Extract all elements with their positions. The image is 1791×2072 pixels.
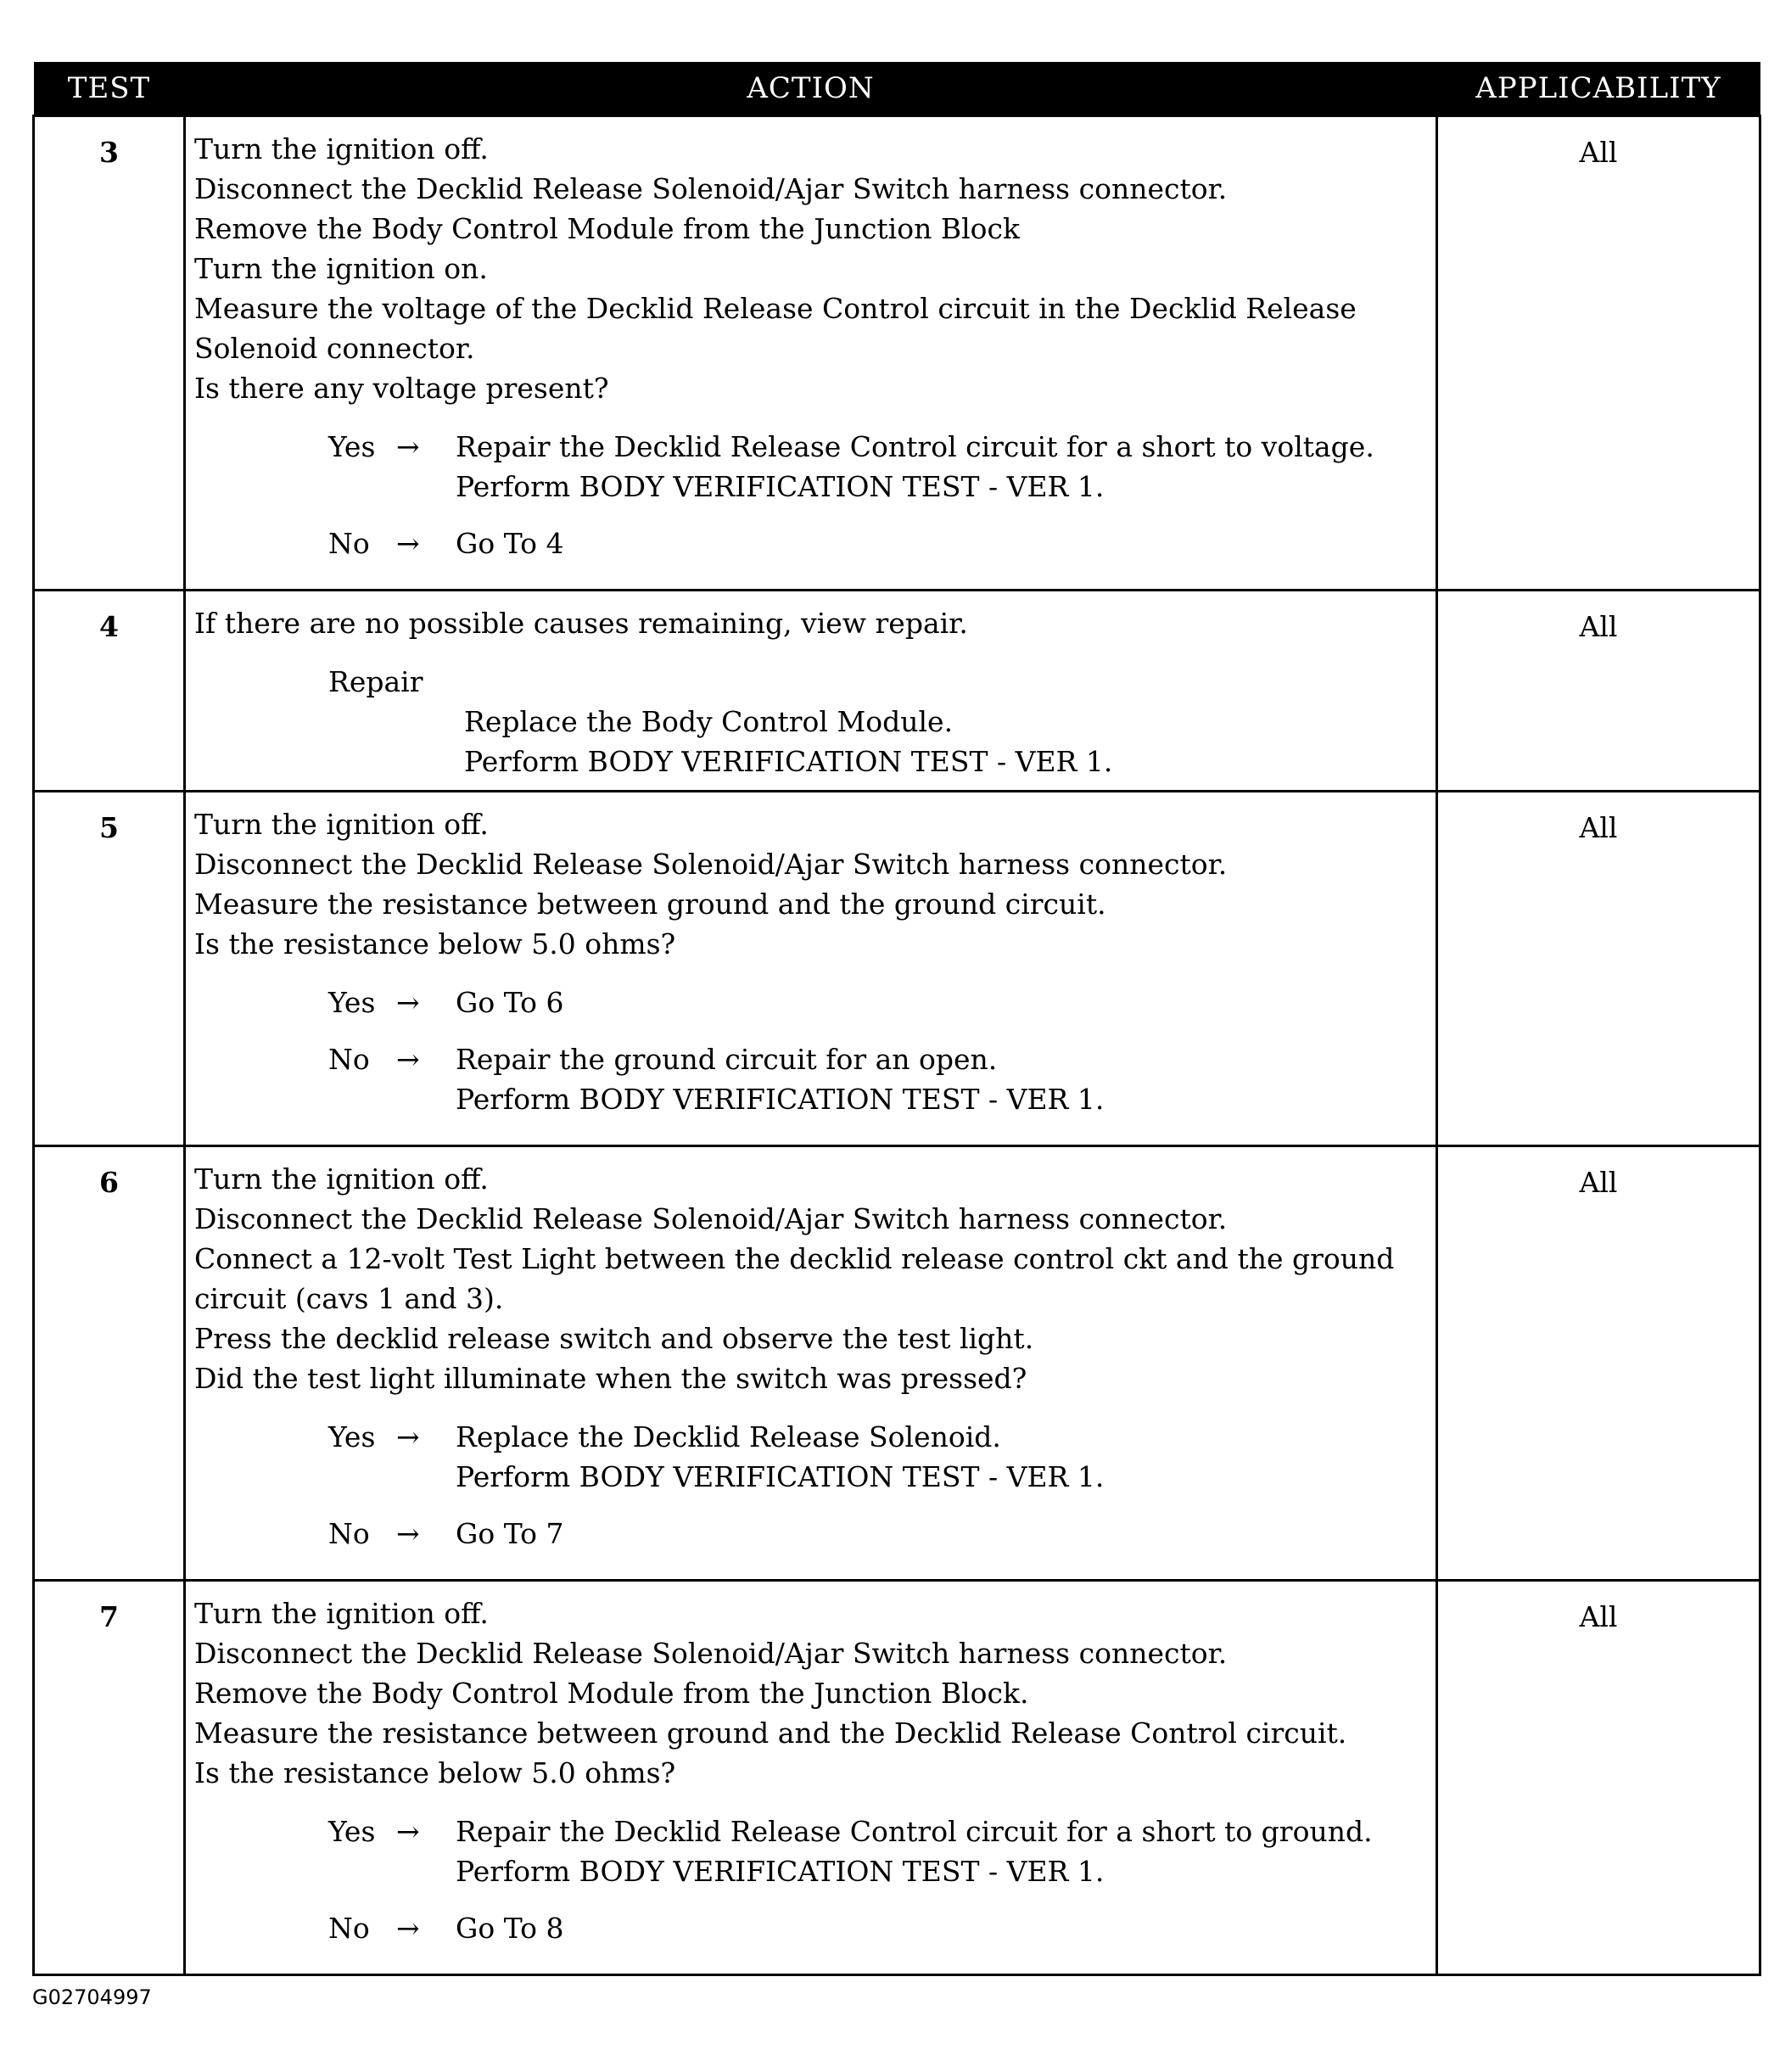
answer-label: No xyxy=(328,527,370,560)
action-step: Disconnect the Decklid Release Solenoid/Ajar Switch harness connector. xyxy=(194,1637,1228,1670)
answer-label: Yes xyxy=(328,1815,376,1848)
action-step: Disconnect the Decklid Release Solenoid/Ajar Switch harness connector. xyxy=(194,172,1228,205)
answer-result-line: Go To 8 xyxy=(456,1912,564,1945)
applicability-value: All xyxy=(1437,591,1760,792)
action-step: Is the resistance below 5.0 ohms? xyxy=(194,1756,676,1789)
answer-label: Yes xyxy=(328,986,376,1019)
arrow-right-icon: → xyxy=(396,1420,420,1453)
action-cell xyxy=(185,116,1437,591)
answer-list xyxy=(194,1812,1427,1948)
action-step: Disconnect the Decklid Release Solenoid/Ajar Switch harness connector. xyxy=(194,848,1228,881)
diagnostic-table xyxy=(32,62,1761,1976)
answer-list xyxy=(194,1417,1427,1554)
action-step: Solenoid connector. xyxy=(194,332,475,365)
action-step: If there are no possible causes remaining, view repair. xyxy=(194,607,968,640)
answer-result xyxy=(456,983,1427,1022)
answer-result xyxy=(456,427,1427,507)
applicability-value: All xyxy=(1437,1146,1760,1581)
table-row xyxy=(34,1581,1760,1975)
table-row xyxy=(34,591,1760,792)
answer-result xyxy=(456,1514,1427,1554)
answer-result-line: Repair the Decklid Release Control circuit for a short to voltage. xyxy=(456,430,1374,463)
header-test: TEST xyxy=(34,62,185,116)
figure-id: G02704997 xyxy=(32,1985,152,2009)
answer-no xyxy=(328,524,1427,563)
arrow-right-icon: → xyxy=(396,1517,420,1550)
action-step: Remove the Body Control Module from the Junction Block xyxy=(194,212,1021,245)
action-step: Disconnect the Decklid Release Solenoid/Ajar Switch harness connector. xyxy=(194,1202,1228,1235)
action-step: Turn the ignition off. xyxy=(194,1162,489,1196)
action-step: Press the decklid release switch and observe the test light. xyxy=(194,1322,1034,1355)
answer-result-line: Repair the Decklid Release Control circuit for a short to ground. xyxy=(456,1815,1373,1848)
answer-result-line: Perform BODY VERIFICATION TEST - VER 1. xyxy=(456,470,1105,503)
answer-label: Yes xyxy=(328,1420,376,1453)
answer-result xyxy=(456,1417,1427,1497)
repair-line: Perform BODY VERIFICATION TEST - VER 1. xyxy=(464,745,1113,778)
answer-result-line: Replace the Decklid Release Solenoid. xyxy=(456,1420,1001,1453)
arrow-right-icon: → xyxy=(396,986,420,1019)
arrow-right-icon: → xyxy=(396,1815,420,1848)
answer-result-line: Go To 7 xyxy=(456,1517,564,1550)
arrow-right-icon: → xyxy=(396,1043,420,1076)
test-number: 5 xyxy=(34,792,185,1146)
answer-label: No xyxy=(328,1912,370,1945)
table-row xyxy=(34,1146,1760,1581)
action-step: Is the resistance below 5.0 ohms? xyxy=(194,927,676,960)
answer-yes xyxy=(328,427,1427,507)
diagnostic-document xyxy=(32,62,1759,1976)
repair-block xyxy=(194,662,1427,781)
answer-yes xyxy=(328,1812,1427,1891)
repair-label: Repair xyxy=(328,665,423,698)
answer-label: Yes xyxy=(328,430,376,463)
answer-result-line: Perform BODY VERIFICATION TEST - VER 1. xyxy=(456,1460,1105,1493)
applicability-value: All xyxy=(1437,116,1760,591)
answer-list xyxy=(194,427,1427,563)
action-step: Turn the ignition off. xyxy=(194,132,489,165)
answer-result xyxy=(456,1039,1427,1119)
action-step: Remove the Body Control Module from the Junction Block. xyxy=(194,1677,1029,1710)
answer-result xyxy=(456,1812,1427,1891)
answer-result-line: Perform BODY VERIFICATION TEST - VER 1. xyxy=(456,1083,1105,1116)
answer-label: No xyxy=(328,1517,370,1550)
answer-result-line: Go To 4 xyxy=(456,527,564,560)
action-cell xyxy=(185,792,1437,1146)
answer-result-line: Perform BODY VERIFICATION TEST - VER 1. xyxy=(456,1855,1105,1888)
action-step: Connect a 12-volt Test Light between the decklid release control ckt and the ground xyxy=(194,1242,1395,1275)
answer-result xyxy=(456,524,1427,563)
table-body xyxy=(34,116,1760,1975)
test-number: 7 xyxy=(34,1581,185,1975)
action-step: Measure the voltage of the Decklid Release Control circuit in the Decklid Release xyxy=(194,292,1357,325)
answer-no xyxy=(328,1039,1427,1119)
action-step: Measure the resistance between ground and the Decklid Release Control circuit. xyxy=(194,1716,1347,1750)
table-row xyxy=(34,116,1760,591)
test-number: 3 xyxy=(34,116,185,591)
arrow-right-icon: → xyxy=(396,527,420,560)
answer-result xyxy=(456,1908,1427,1948)
test-number: 4 xyxy=(34,591,185,792)
header-action: ACTION xyxy=(185,62,1437,116)
applicability-value: All xyxy=(1437,792,1760,1146)
answer-yes xyxy=(328,1417,1427,1497)
action-cell xyxy=(185,1581,1437,1975)
answer-label: No xyxy=(328,1043,370,1076)
action-step: Is there any voltage present? xyxy=(194,372,609,405)
applicability-value: All xyxy=(1437,1581,1760,1975)
action-step: Did the test light illuminate when the switch was pressed? xyxy=(194,1362,1027,1395)
answer-result-line: Repair the ground circuit for an open. xyxy=(456,1043,998,1076)
arrow-right-icon: → xyxy=(396,430,420,463)
table-header-row xyxy=(34,62,1760,116)
answer-list xyxy=(194,983,1427,1119)
action-step: Turn the ignition on. xyxy=(194,252,488,285)
answer-yes xyxy=(328,983,1427,1022)
action-step: Turn the ignition off. xyxy=(194,808,489,841)
repair-instructions xyxy=(328,702,1427,781)
action-step: circuit (cavs 1 and 3). xyxy=(194,1282,504,1315)
answer-no xyxy=(328,1514,1427,1554)
test-number: 6 xyxy=(34,1146,185,1581)
action-cell xyxy=(185,1146,1437,1581)
header-applicability: APPLICABILITY xyxy=(1437,62,1760,116)
arrow-right-icon: → xyxy=(396,1912,420,1945)
action-cell xyxy=(185,591,1437,792)
table-row xyxy=(34,792,1760,1146)
action-step: Turn the ignition off. xyxy=(194,1597,489,1630)
repair-line: Replace the Body Control Module. xyxy=(464,705,954,738)
action-step: Measure the resistance between ground and the ground circuit. xyxy=(194,888,1106,921)
answer-no xyxy=(328,1908,1427,1948)
answer-result-line: Go To 6 xyxy=(456,986,564,1019)
